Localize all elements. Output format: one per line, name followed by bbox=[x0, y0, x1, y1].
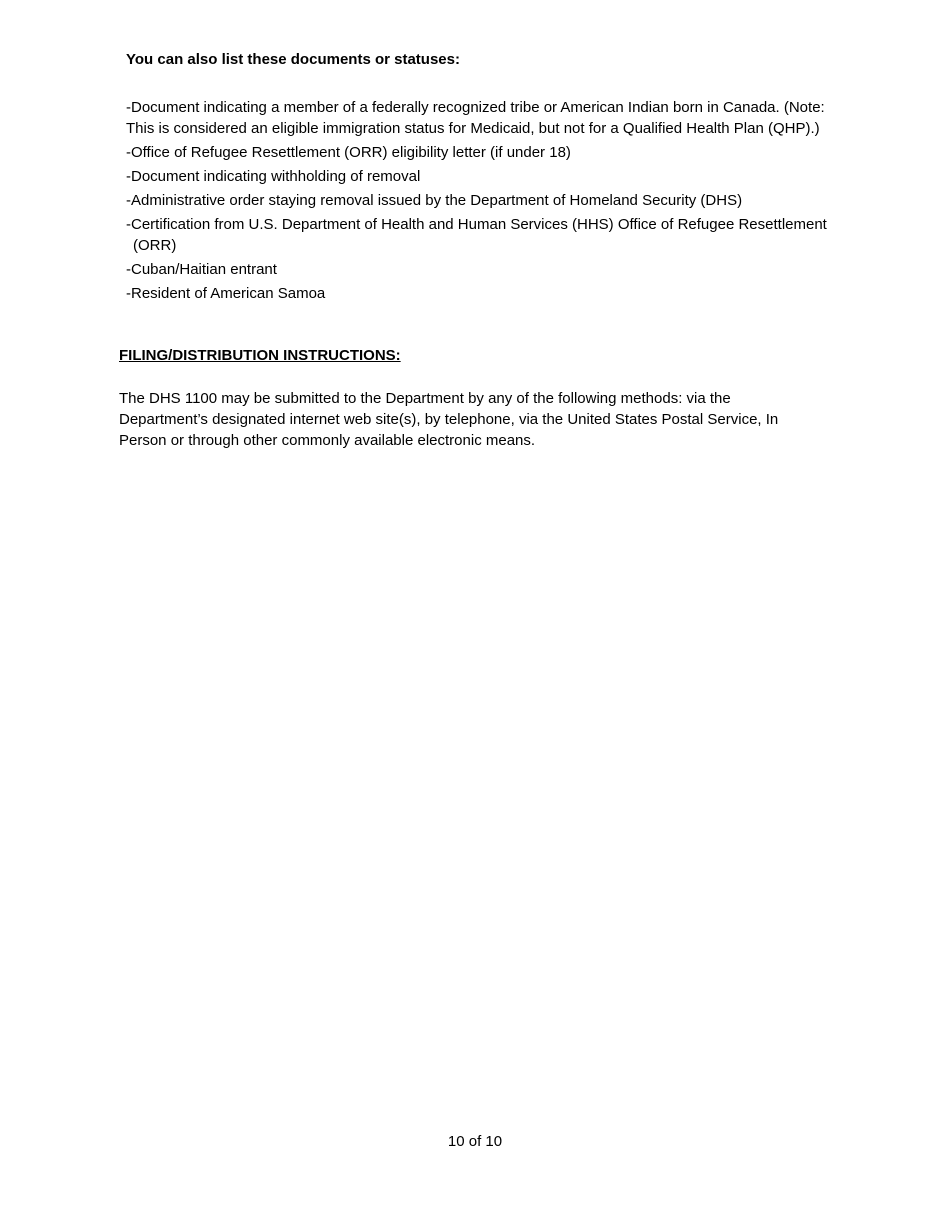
page-number: 10 of 10 bbox=[447, 1133, 503, 1150]
intro-heading: You can also list these documents or statuses: bbox=[126, 51, 460, 68]
list-item: -Document indicating a member of a federally recognized tribe or American Indian born in Canada. (Note: This is considered an eligible immigration status for Medicaid, but not for a Qualified Health Plan (QHP).) bbox=[126, 99, 825, 137]
list-item: -Document indicating withholding of removal bbox=[126, 168, 421, 185]
list-item: -Administrative order staying removal issued by the Department of Homeland Security (DHS) bbox=[126, 192, 743, 209]
documents-list bbox=[126, 97, 846, 307]
list-item: -Certification from U.S. Department of Health and Human Services (HHS) Office of Refugee Resettlement (ORR) bbox=[126, 216, 827, 254]
list-item: -Resident of American Samoa bbox=[126, 285, 326, 302]
list-item: -Cuban/Haitian entrant bbox=[126, 261, 277, 278]
list-item: -Office of Refugee Resettlement (ORR) eligibility letter (if under 18) bbox=[126, 144, 571, 161]
filing-instructions-heading: FILING/DISTRIBUTION INSTRUCTIONS: bbox=[119, 347, 401, 364]
filing-instructions-text: The DHS 1100 may be submitted to the Department by any of the following methods: via the Department’s designated internet web site(s), by telephone, via the United States Postal Service, In Person or through other commonly available electronic means. bbox=[119, 390, 779, 449]
